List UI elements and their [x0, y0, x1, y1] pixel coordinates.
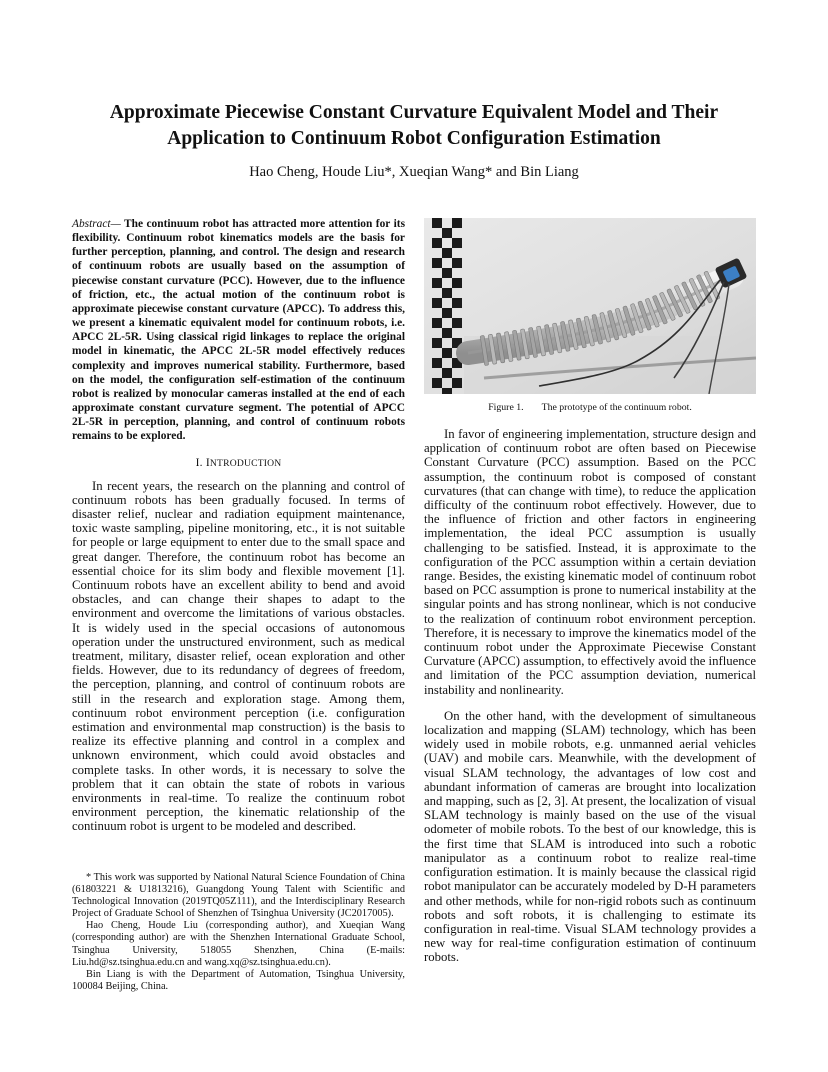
intro-paragraph: In recent years, the research on the planning and control of continuum robots has been gradually focused. In terms of disaster relief, nuclear and radiation equipment maintenance, toxic waste sampling, pipeline monitoring, etc., it is not suitable for people or large equipment to enter due to the small space and great danger. Therefore, the continuum robot has become an essential choice for its slim body and flexible movement [1]. Continuum robots have an excellent ability to bend and avoid obstacles, and can change their shapes to adapt to the environment and overcome the limitations of various obstacles. It is widely used in the special occasions of autonomous operation under the unstructured environment, such as medical treatment, military, disaster relief, ocean exploration and other fields. However, due to its redundancy of degrees of freedom, the perception, planning, and control of continuum robots are still in the research and exploration stage. Among them, continuum robot environment perception (i.e. configuration estimation and environmental map construction) is the basis to realize its effective planning and control in a complex and unknown environment, which could avoid obstacles and complete tasks. In other words, it is necessary to solve the problem that it can obtain the state of robots in various environments in real-time. To realize the continuum robot environment perception, the kinematic relationship of the continuum robot is urgent to be modeled and described.	[72, 478, 405, 834]
section-title-rest: NTRODUCTION	[209, 457, 282, 469]
section-heading	[72, 456, 405, 469]
abstract	[72, 217, 405, 444]
pcc-paragraph: In favor of engineering implementation, structure design and application of continuum robot are often based on Piecewise Constant Curvature (PCC) assumption. Based on the PCC assumption, the continuum robot is composed of constant curvatures (that can change with time), to reduce the application difficulty of the continuum robot effectively. However, due to the influence of friction and other factors in engineering implementation, the ideal PCC assumption is usually challenging to be satisfied. Instead, it is approximate to the configuration of the PCC assumption within a certain deviation range. Besides, the existing kinematic model of continuum robot based on PCC assumption is prone to numerical instability at the singular points and has strong nonlinear, which is not conducive to the realization of continuum robot environment perception. Therefore, it is necessary to improve the kinematics model of the continuum robot under the Approximate Piecewise Constant Curvature (APCC) assumption, to effectively avoid the influence and limitation of the PCC assumption deviation, numerical instability and nonlinearity.	[424, 427, 756, 697]
slam-paragraph: On the other hand, with the development of simultaneous localization and mapping (SLAM) technology, which has been widely used in mobile robots, e.g. unmanned aerial vehicles (UAV) and mobile cars. Meanwhile, with the development of visual SLAM technology, the advantages of low cost and abundant information of cameras are brought into localization and mapping, such as [2, 3]. At present, the localization of visual SLAM technology is mainly based on the use of the visual odometer of mobile robots. To the best of our knowledge, this is the first time that SLAM is introduced into such a robotic manipulator as a continuum robot to realize real-time configuration estimation. It is mainly because the classical rigid robot manipulator can be accurately modeled by D-H parameters and other methods, while for non-rigid robots such as continuum robots and soft robots, it is challenging to estimate its configuration in real-time. Visual SLAM technology provides a new way for real-time configuration estimation of continuum robots.	[424, 708, 756, 965]
figure-label: Figure 1.	[488, 402, 524, 413]
author-list: Hao Cheng, Houde Liu*, Xueqian Wang* and Bin Liang	[249, 164, 579, 180]
figure-caption	[424, 402, 756, 413]
section-title-cap: I	[205, 455, 210, 469]
figure-robot-photo	[424, 218, 756, 394]
figure-caption-text: The prototype of the continuum robot.	[541, 402, 692, 413]
abstract-label: Abstract—	[72, 218, 121, 230]
right-column	[424, 218, 756, 965]
footnote-affiliation: Hao Cheng, Houde Liu (corresponding author), and Xueqian Wang (corresponding author) are with the Shenzhen International Graduate School, Tsinghua University, 518055 Shenzhen, China (E-mails: Liu.hd@sz.tsinghua.edu.cn and wang.xq@sz.tsinghua.edu.cn).	[72, 920, 405, 968]
section-number: I.	[195, 455, 203, 469]
left-column	[72, 217, 405, 834]
abstract-text: The continuum robot has attracted more attention for its flexibility. Continuum robot kinematics models are the basis for further perception, planning, and control. The design and research of continuum robots are usually based on the assumption of piecewise constant curvature (PCC). However, due to the influence of friction, etc., the actual motion of the continuum robot is approximate piecewise constant curvature (APCC). To address this, we present a kinematic equivalent model for continuum robots, i.e. APCC 2L-5R. Using classical rigid linkages to replace the original model in kinematic, the APCC 2L-5R model effectively reduces complexity and improves numerical stability. Furthermore, based on the model, the configuration self-estimation of the continuum robot is realized by monocular cameras installed at the end of each approximate constant curvature segment. The potential of APCC 2L-5R in perception, planning, and control of continuum robots remains to be explored.	[72, 218, 405, 443]
robot-photo-image	[424, 218, 756, 394]
paper-title: Approximate Piecewise Constant Curvature Equivalent Model and Their Application to Continuum Robot Configuration Estimation	[109, 102, 719, 149]
footnote-funding: * This work was supported by National Natural Science Foundation of China (61803221 & U1813216), Guangdong Young Talent with Scientific and Technological Innovation (2019TQ05Z111), and the Interdisciplinary Research Project of Graduate School of Shenzhen of Tsinghua University (JC2017005).	[72, 872, 405, 920]
footnotes	[72, 872, 405, 993]
footnote-affiliation-2: Bin Liang is with the Department of Automation, Tsinghua University, 100084 Beijing, China.	[72, 968, 405, 992]
